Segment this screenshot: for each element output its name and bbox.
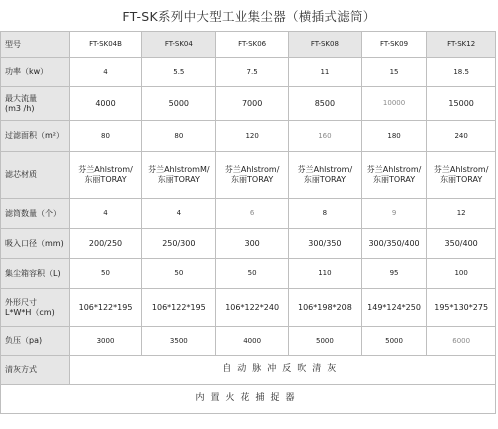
value-cell: 芬兰Ahlstrom/ 东丽TORAY xyxy=(69,152,142,199)
value-cell: 5.5 xyxy=(142,58,216,87)
value-cell: 200/250 xyxy=(69,229,142,259)
value-cell: 300 xyxy=(216,229,289,259)
table-row xyxy=(1,87,496,121)
value-cell: 100 xyxy=(427,259,496,289)
row-label: 滤筒数量（个） xyxy=(1,199,70,229)
row-label: 吸入口径（mm) xyxy=(1,229,70,259)
value-cell: 5000 xyxy=(289,327,362,356)
value-cell: 6 xyxy=(216,199,289,229)
spec-table xyxy=(0,31,496,414)
value-cell: 5000 xyxy=(142,87,216,121)
row-label: 负压（pa) xyxy=(1,327,70,356)
value-cell: 4000 xyxy=(216,327,289,356)
table-row xyxy=(1,259,496,289)
spark-catcher-note: 内置火花捕捉器 xyxy=(1,385,496,414)
value-cell: 106*198*208 xyxy=(289,289,362,327)
value-cell: 50 xyxy=(216,259,289,289)
table-row-model xyxy=(1,32,496,58)
value-cell: 4000 xyxy=(69,87,142,121)
value-cell: 15 xyxy=(361,58,427,87)
value-cell: 9 xyxy=(361,199,427,229)
value-cell: 7000 xyxy=(216,87,289,121)
value-cell: 18.5 xyxy=(427,58,496,87)
model-cell: FT-SK06 xyxy=(216,32,289,58)
value-cell: 8500 xyxy=(289,87,362,121)
table-row xyxy=(1,121,496,152)
value-cell: 180 xyxy=(361,121,427,152)
value-cell: 芬兰Ahlstrom/ 东丽TORAY xyxy=(427,152,496,199)
value-cell: 12 xyxy=(427,199,496,229)
value-cell: 240 xyxy=(427,121,496,152)
model-cell: FT-SK08 xyxy=(289,32,362,58)
value-cell: 250/300 xyxy=(142,229,216,259)
model-cell: FT-SK09 xyxy=(361,32,427,58)
value-cell: 300/350/400 xyxy=(361,229,427,259)
value-cell: 4 xyxy=(69,199,142,229)
value-cell: 80 xyxy=(142,121,216,152)
value-cell: 芬兰Ahlstrom/ 东丽TORAY xyxy=(361,152,427,199)
value-cell: 160 xyxy=(289,121,362,152)
cleaning-method: 自动脉冲反吹清灰 xyxy=(69,356,495,385)
table-row xyxy=(1,229,496,259)
row-label: 最大流量 (m3 /h) xyxy=(1,87,70,121)
model-cell: FT-SK12 xyxy=(427,32,496,58)
model-cell: FT-SK04B xyxy=(69,32,142,58)
value-cell: 芬兰Ahlstrom/ 东丽TORAY xyxy=(289,152,362,199)
value-cell: 350/400 xyxy=(427,229,496,259)
table-row-cleaning xyxy=(1,356,496,385)
table-row xyxy=(1,152,496,199)
row-label: 过滤面积（m²） xyxy=(1,121,70,152)
table-row xyxy=(1,199,496,229)
value-cell: 6000 xyxy=(427,327,496,356)
value-cell: 300/350 xyxy=(289,229,362,259)
value-cell: 11 xyxy=(289,58,362,87)
row-label: 清灰方式 xyxy=(1,356,70,385)
value-cell: 15000 xyxy=(427,87,496,121)
row-label: 功率（kw） xyxy=(1,58,70,87)
value-cell: 149*124*250 xyxy=(361,289,427,327)
value-cell: 3000 xyxy=(69,327,142,356)
value-cell: 芬兰AhlstromM/ 东丽TORAY xyxy=(142,152,216,199)
row-label: 集尘箱容积（L) xyxy=(1,259,70,289)
value-cell: 5000 xyxy=(361,327,427,356)
page-title: FT-SK系列中大型工业集尘器（横插式滤筒） xyxy=(122,8,376,24)
table-row xyxy=(1,58,496,87)
value-cell: 50 xyxy=(142,259,216,289)
model-cell: FT-SK04 xyxy=(142,32,216,58)
value-cell: 95 xyxy=(361,259,427,289)
value-cell: 4 xyxy=(142,199,216,229)
value-cell: 106*122*195 xyxy=(142,289,216,327)
value-cell: 106*122*195 xyxy=(69,289,142,327)
row-label: 外形尺寸 L*W*H（cm) xyxy=(1,289,70,327)
value-cell: 8 xyxy=(289,199,362,229)
value-cell: 4 xyxy=(69,58,142,87)
value-cell: 195*130*275 xyxy=(427,289,496,327)
value-cell: 7.5 xyxy=(216,58,289,87)
table-row-footer xyxy=(1,385,496,414)
value-cell: 80 xyxy=(69,121,142,152)
value-cell: 10000 xyxy=(361,87,427,121)
value-cell: 3500 xyxy=(142,327,216,356)
value-cell: 50 xyxy=(69,259,142,289)
value-cell: 芬兰Ahlstrom/ 东丽TORAY xyxy=(216,152,289,199)
row-label: 滤芯材质 xyxy=(1,152,70,199)
value-cell: 110 xyxy=(289,259,362,289)
value-cell: 120 xyxy=(216,121,289,152)
table-row xyxy=(1,289,496,327)
row-label: 型号 xyxy=(1,32,70,58)
value-cell: 106*122*240 xyxy=(216,289,289,327)
table-row xyxy=(1,327,496,356)
